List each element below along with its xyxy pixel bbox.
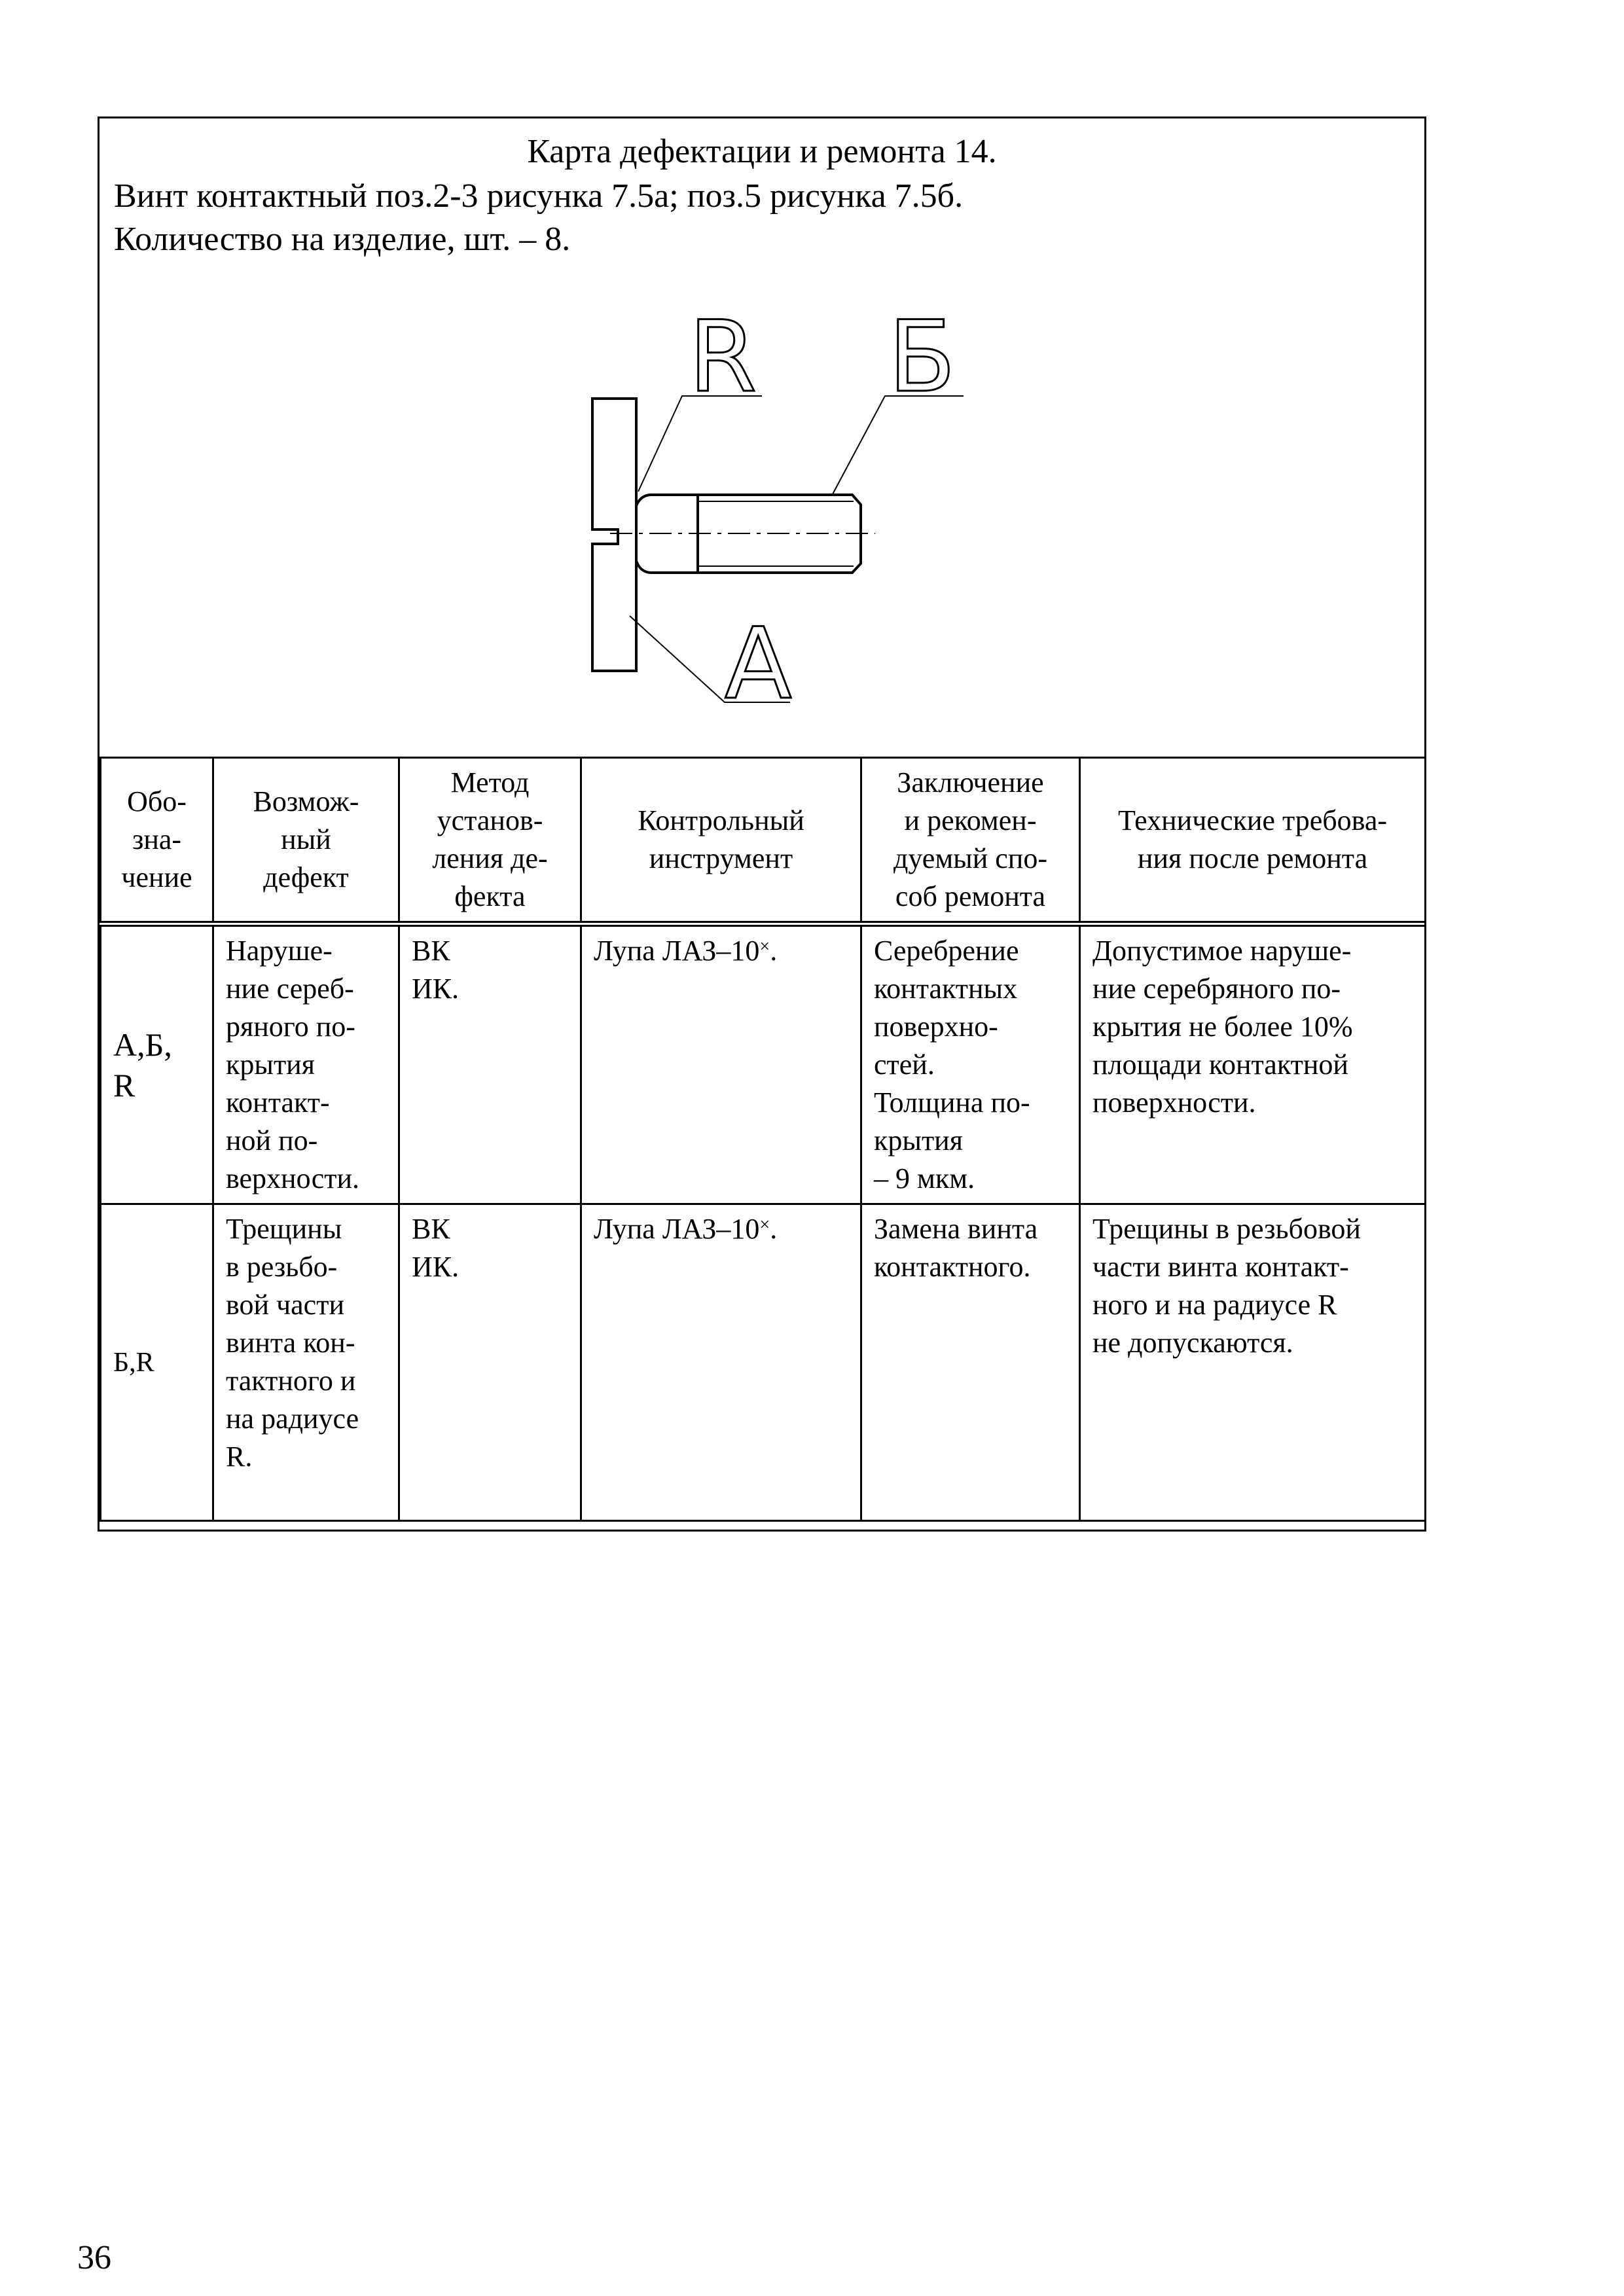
label-b: Б	[888, 300, 956, 414]
cell-defect: Трещины в резьбо- вой части винта кон- тактного и на радиусе R.	[213, 1204, 399, 1521]
table-row	[101, 1204, 1426, 1521]
card-header	[99, 118, 1424, 759]
label-a: A	[725, 607, 792, 721]
cell-repair: Серебрение контактных поверхно- стей. Толщина по- крытия – 9 мкм.	[861, 924, 1080, 1204]
header-method: Метод установ- ления де- фекта	[399, 758, 581, 924]
tool-end: .	[770, 935, 778, 967]
header-tool: Контрольный инструмент	[581, 758, 861, 924]
defect-card	[98, 117, 1426, 1532]
magnification-sup: ×	[759, 937, 770, 957]
header-designation: Обо- зна- чение	[101, 758, 213, 924]
tool-text: Лупа ЛАЗ–10	[594, 1213, 760, 1245]
cell-method: ВК ИК.	[399, 1204, 581, 1521]
cell-repair: Замена винта контактного.	[861, 1204, 1080, 1521]
cell-requirements: Допустимое наруше- ние серебряного по- крытия не более 10% площади контактной поверхности.	[1080, 924, 1426, 1204]
header-repair: Заключение и рекомен- дуемый спо- соб ремонта	[861, 758, 1080, 924]
header-requirements: Технические требова- ния после ремонта	[1080, 758, 1426, 924]
cell-requirements: Трещины в резьбовой части винта контакт- ного и на радиусе R не допускаются.	[1080, 1204, 1426, 1521]
tool-text: Лупа ЛАЗ–10	[594, 935, 760, 967]
header-defect: Возмож- ный дефект	[213, 758, 399, 924]
cell-tool	[581, 924, 861, 1204]
screw-head	[592, 399, 636, 671]
part-description: Винт контактный поз.2-3 рисунка 7.5а; поз.5 рисунка 7.5б.	[114, 177, 964, 215]
card-title: Карта дефектации и ремонта 14.	[527, 133, 997, 170]
cell-method: ВК ИК.	[399, 924, 581, 1204]
defects-table	[99, 757, 1426, 1522]
table-row	[101, 924, 1426, 1204]
cell-mark: А,Б, R	[101, 924, 213, 1204]
cell-tool	[581, 1204, 861, 1521]
tool-end: .	[770, 1213, 778, 1245]
cell-defect: Наруше- ние сереб- ряного по- крытия контакт- ной по- верхности.	[213, 924, 399, 1204]
label-r: R	[689, 300, 757, 414]
quantity-line: Количество на изделие, шт. – 8.	[114, 221, 571, 258]
screw-drawing	[99, 118, 1424, 757]
magnification-sup: ×	[759, 1215, 770, 1235]
page-number: 36	[77, 2239, 111, 2276]
cell-mark: Б,R	[101, 1204, 213, 1521]
table-header-row	[101, 758, 1426, 924]
